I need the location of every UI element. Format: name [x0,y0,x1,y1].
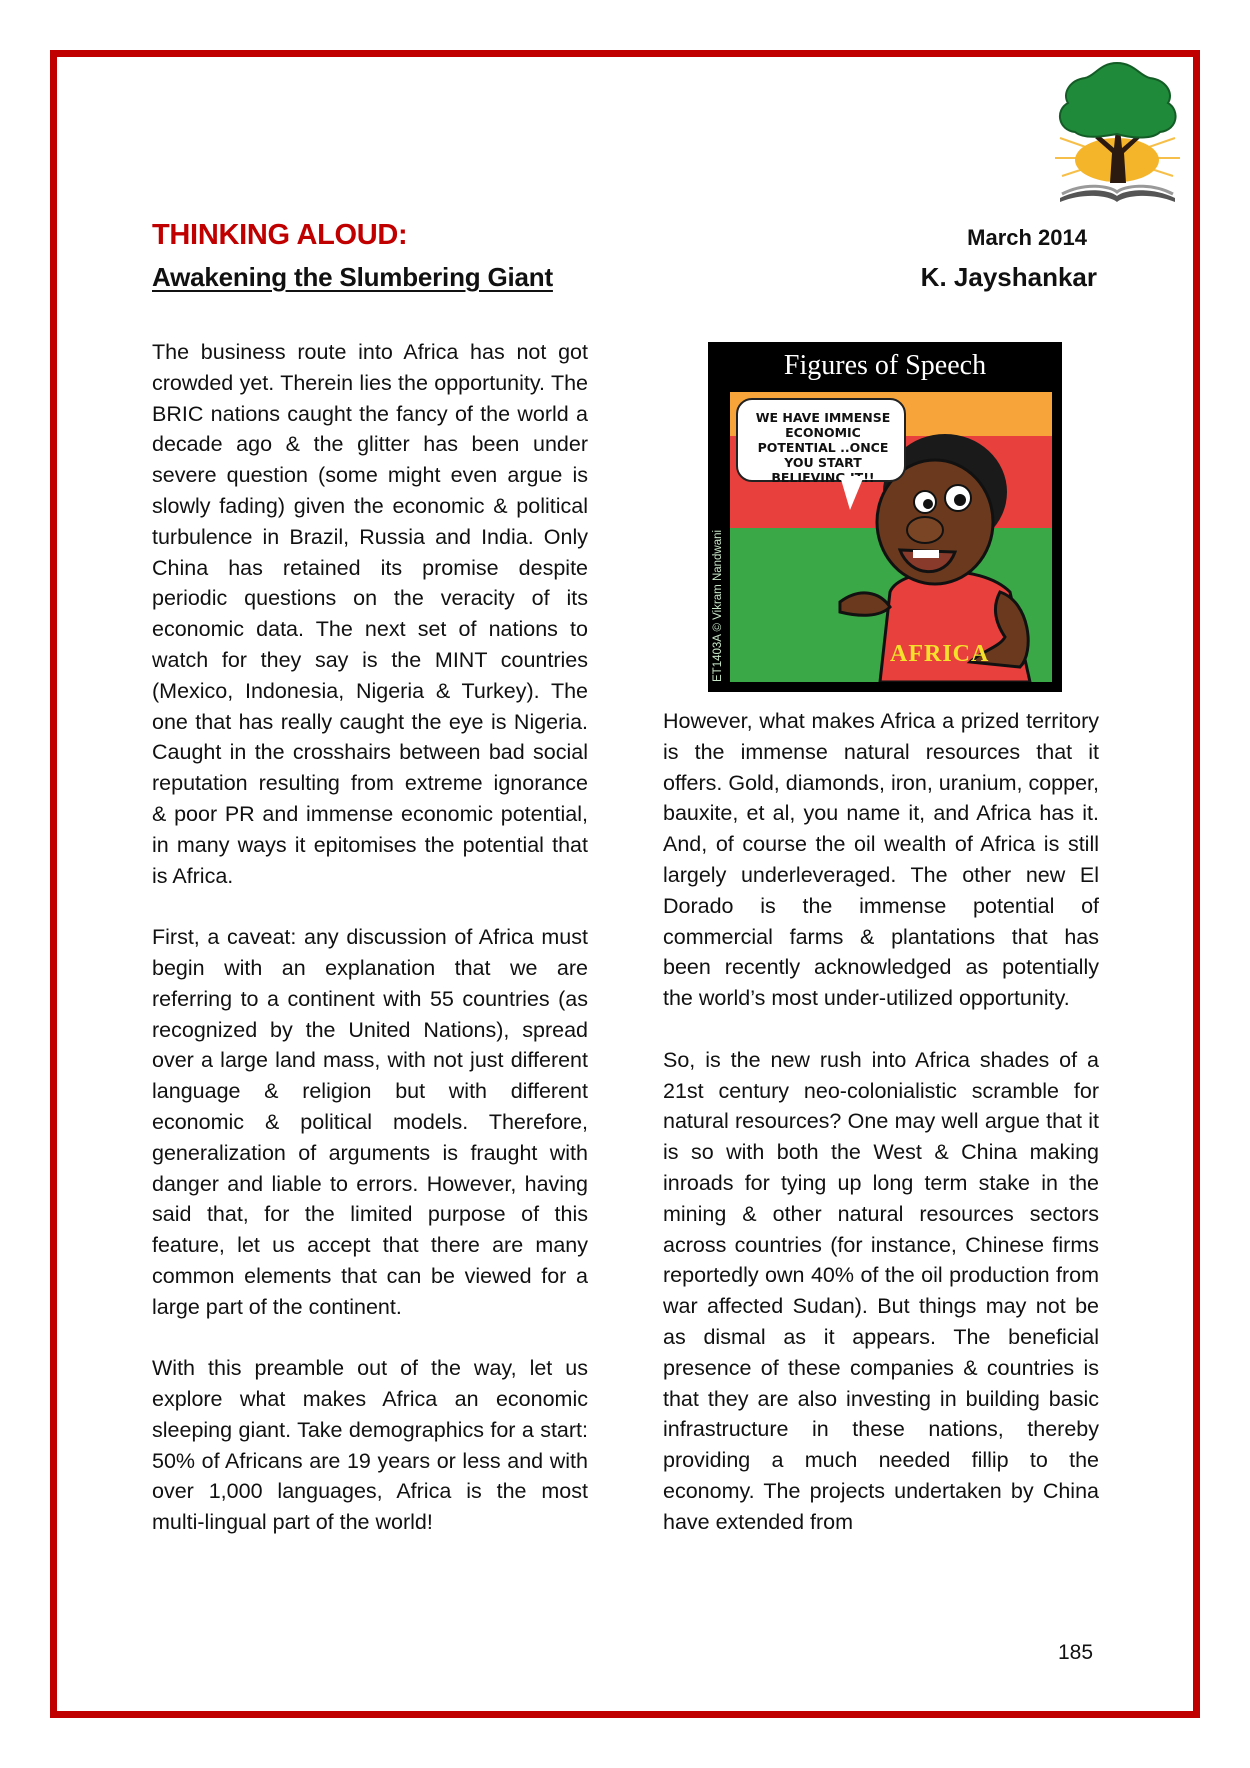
right-text-column [663,706,1099,1568]
column-kicker: THINKING ALOUD: [152,219,408,251]
article-title: Awakening the Slumbering Giant [152,262,553,292]
paragraph: With this preamble out of the way, let us explore what makes Africa an economic sleeping giant. Take demographics for a start: 50% of Africans are 19 years or less and with over 1,000 languages, Africa is the most multi-lingual part of the world! [152,1356,588,1535]
cartoon-panel [730,392,1052,682]
shirt-text: AFRICA [890,641,990,667]
speech-bubble-tail [840,476,864,510]
tree-book-logo-icon [1040,58,1195,208]
left-text-column [152,337,588,1569]
issue-date: March 2014 [967,225,1087,250]
paragraph: First, a caveat: any discussion of Africa must begin with an explanation that we are referring to a continent with 55 countries (as recognized by the United Nations), spread over a large land mass, with not just different language & religion but with different economic & political models. Therefore, generalization of arguments is fraught with danger and liable to errors. However, having said that, for the limited purpose of this feature, let us accept that there are many common elements that can be viewed for a large part of the continent. [152,925,588,1319]
speech-bubble-text: WE HAVE IMMENSE ECONOMIC POTENTIAL ..ONCE YOU START BELIEVING IT!! [755,410,891,485]
cartoon-figure [708,342,1062,692]
author-name: K. Jayshankar [920,262,1097,292]
cartoon-credit: ET1403A © Vikram Nandwani [712,529,724,682]
speech-bubble [736,398,906,485]
paragraph: However, what makes Africa a prized territory is the immense natural resources that it offers. Gold, diamonds, iron, uranium, copper, bauxite, et al, you name it, and Africa has it. And, of course the oil wealth of Africa is still largely underleveraged. The other new El Dorado is the immense potential of commercial farms & plantations that has been recently acknowledged as potentially the world’s most under-utilized opportunity. [663,709,1099,1011]
page-number: 185 [1058,1641,1094,1664]
paragraph: The business route into Africa has not got crowded yet. Therein lies the opportunity. The BRIC nations caught the fancy of the world a decade ago & the glitter has been under severe question (some might even argue is slowly fading) given the economic & political turbulence in Brazil, Russia and India. Only China has retained its promise despite periodic questions on the veracity of its economic data. The next set of nations to watch for they say is the MINT countries (Mexico, Indonesia, Nigeria & Turkey). The one that has really caught the eye is Nigeria. Caught in the crosshairs between bad social reputation resulting from extreme ignorance & poor PR and immense economic potential, in many ways it epitomises the potential that is Africa. [152,340,588,888]
cartoon-caption: Figures of Speech [783,350,987,381]
paragraph: So, is the new rush into Africa shades of a 21st century neo-colonialistic scramble for natural resources? One may well argue that it is so with both the West & China making inroads for tying up long term stake in the mining & other natural resources sectors across countries (for instance, Chinese firms reportedly own 40% of the oil production from war affected Sudan). But things may not be as dismal as it appears. The beneficial presence of these companies & countries is that they are also investing in building basic infrastructure in these nations, thereby providing a much needed fillip to the economy. The projects undertaken by China have extended from [663,1047,1099,1534]
